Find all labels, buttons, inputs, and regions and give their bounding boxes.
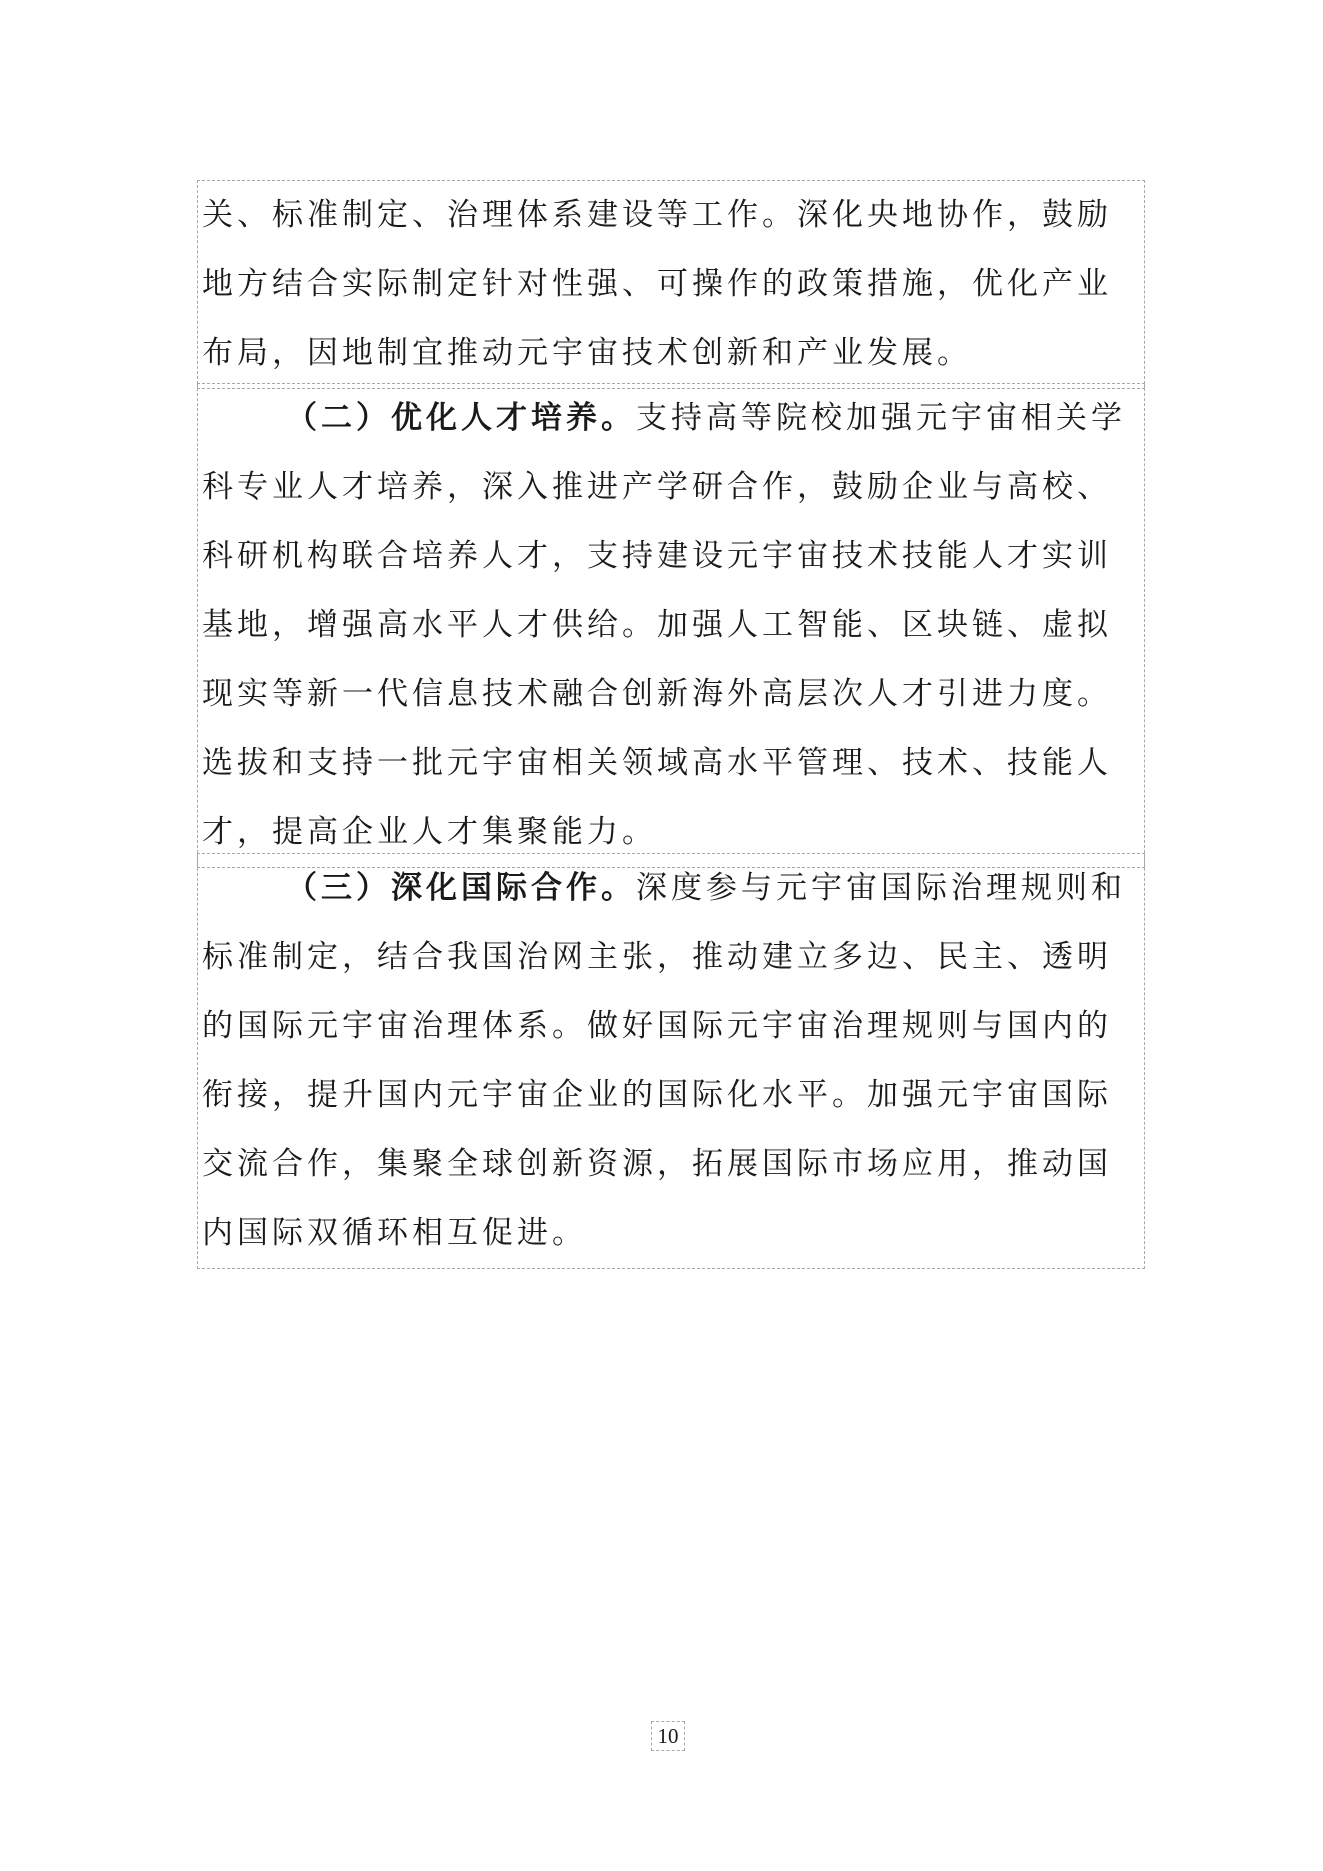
paragraph-text: 支持高等院校加强元宇宙相关学 bbox=[636, 400, 1126, 436]
paragraph-line: 选拔和支持一批元宇宙相关领域高水平管理、技术、技能人 bbox=[202, 745, 1112, 781]
page-number: 10 bbox=[651, 1721, 685, 1751]
paragraph-line: 科研机构联合培养人才，支持建设元宇宙技术技能人才实训 bbox=[202, 538, 1112, 574]
section-heading: （二）优化人才培养。 bbox=[286, 400, 636, 436]
paragraph-line: 基地，增强高水平人才供给。加强人工智能、区块链、虚拟 bbox=[202, 607, 1112, 643]
paragraph-line: 地方结合实际制定针对性强、可操作的政策措施，优化产业 bbox=[202, 266, 1112, 302]
paragraph-talent-cultivation bbox=[197, 383, 1145, 868]
paragraph-first-line bbox=[202, 384, 1140, 453]
paragraph-line: 的国际元宇宙治理体系。做好国际元宇宙治理规则与国内的 bbox=[202, 1008, 1112, 1044]
paragraph-line: 现实等新一代信息技术融合创新海外高层次人才引进力度。 bbox=[202, 676, 1112, 712]
paragraph-line: 衔接，提升国内元宇宙企业的国际化水平。加强元宇宙国际 bbox=[202, 1077, 1112, 1113]
paragraph-continuation bbox=[197, 180, 1145, 389]
section-heading: （三）深化国际合作。 bbox=[286, 870, 636, 906]
paragraph-line: 标准制定，结合我国治网主张，推动建立多边、民主、透明 bbox=[202, 939, 1112, 975]
paragraph-line: 交流合作，集聚全球创新资源，拓展国际市场应用，推动国 bbox=[202, 1146, 1112, 1182]
paragraph-text: 深度参与元宇宙国际治理规则和 bbox=[636, 870, 1126, 906]
paragraph-line: 布局，因地制宜推动元宇宙技术创新和产业发展。 bbox=[202, 335, 972, 371]
paragraph-first-line bbox=[202, 854, 1140, 923]
paragraph-international-cooperation bbox=[197, 853, 1145, 1269]
paragraph-line: 关、标准制定、治理体系建设等工作。深化央地协作，鼓励 bbox=[202, 197, 1112, 233]
paragraph-line: 才，提高企业人才集聚能力。 bbox=[202, 814, 657, 850]
paragraph-line: 内国际双循环相互促进。 bbox=[202, 1215, 587, 1251]
paragraph-line: 科专业人才培养，深入推进产学研合作，鼓励企业与高校、 bbox=[202, 469, 1112, 505]
